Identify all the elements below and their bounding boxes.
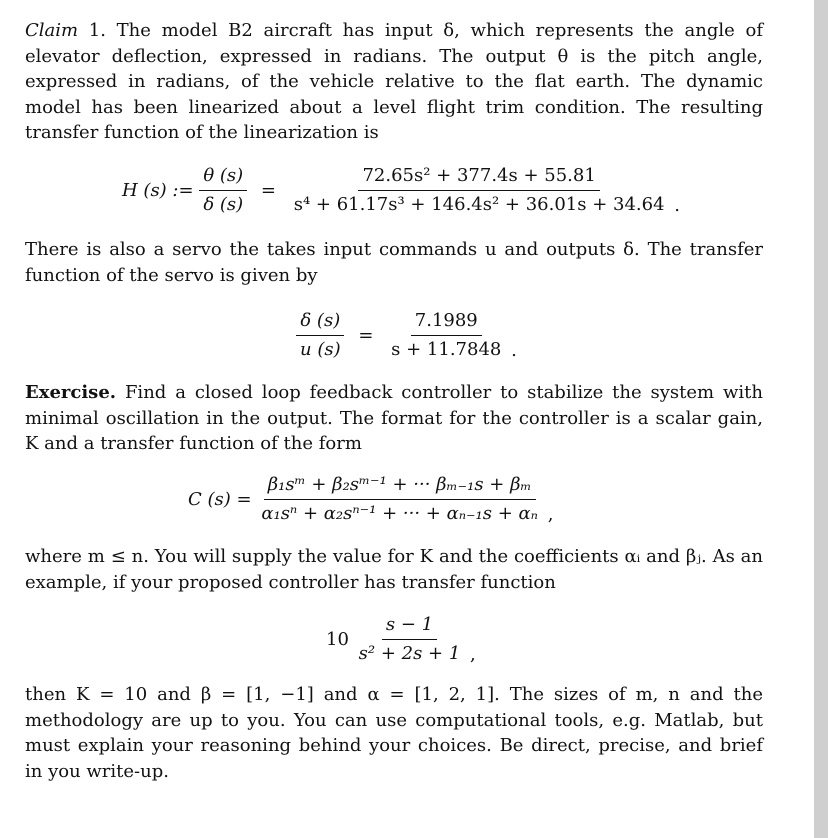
claim-text: The model B2 aircraft has input δ, which represents the angle of elevator deflection, expressed in radians. The output θ is the pitch angle, expressed in radians, of the vehicle relative to the flat earth. The dynamic model has been linearized about a level flight trim condition. The resulting transfer function of the linearization is (25, 20, 763, 143)
page-edge-scrollbar (814, 0, 828, 838)
equation-comma: , (470, 644, 476, 665)
fraction-denominator: δ (s) (203, 194, 244, 215)
example-denominator: s² + 2s + 1 (358, 643, 461, 664)
controller-numerator: β₁sᵐ + β₂sᵐ⁻¹ + ··· βₘ₋₁s + βₘ (264, 474, 536, 500)
transfer-function-equation (122, 165, 680, 216)
instructions-text: then K = 10 and β = [1, −1] and α = [1, 2, 1]. The sizes of m, n and the methodology are up to you. You can use computational tools, e.g. Matlab, but must explain your reasoning behind your choices. Be direct, precise, and brief in you write-up. (25, 684, 763, 782)
equals-sign: = (260, 180, 276, 201)
plant-denominator: s⁴ + 61.17s³ + 146.4s² + 36.01s + 34.64 (293, 194, 665, 215)
equation-lhs: H (s) := (122, 180, 194, 201)
servo-numerator: 7.1989 (411, 310, 482, 336)
example-fraction (355, 614, 465, 665)
controller-equation (188, 474, 553, 525)
fraction-numerator: δ (s) (296, 310, 344, 336)
plant-fraction (290, 165, 669, 216)
equation-period: . (674, 195, 681, 216)
example-gain: 10 (326, 629, 349, 650)
fraction-numerator: θ (s) (199, 165, 247, 191)
example-numerator: s − 1 (382, 614, 437, 640)
fraction-denominator: u (s) (300, 339, 341, 360)
exercise-paragraph (25, 380, 763, 457)
theta-over-delta-fraction (199, 165, 247, 216)
claim-label: Claim (25, 20, 79, 41)
servo-denominator: s + 11.7848 (391, 339, 502, 360)
coefficients-text: where m ≤ n. You will supply the value for K and the coefficients αᵢ and βⱼ. As an example, if your proposed controller has transfer function (25, 546, 763, 593)
example-equation (326, 614, 476, 665)
equation-lhs: C (s) = (188, 489, 252, 510)
claim-number: 1. (88, 20, 106, 41)
exercise-label: Exercise. (25, 382, 117, 403)
servo-paragraph (25, 237, 763, 288)
claim-paragraph (25, 18, 763, 146)
instructions-paragraph (25, 682, 763, 784)
equals-sign: = (358, 325, 374, 346)
equation-comma: , (547, 504, 554, 525)
exercise-text: Find a closed loop feedback controller to stabilize the system with minimal oscillation in the output. The format for the controller is a scalar gain, K and a transfer function of the form (25, 382, 763, 454)
servo-text: There is also a servo the takes input commands u and outputs δ. The transfer function of the servo is given by (25, 239, 763, 286)
coefficients-paragraph (25, 544, 763, 595)
equation-period: . (511, 340, 517, 361)
plant-numerator: 72.65s² + 377.4s + 55.81 (358, 165, 599, 191)
controller-fraction (257, 474, 542, 525)
servo-equation (296, 310, 517, 361)
servo-fraction (387, 310, 505, 361)
delta-over-u-fraction (296, 310, 345, 361)
controller-denominator: α₁sⁿ + α₂sⁿ⁻¹ + ··· + αₙ₋₁s + αₙ (261, 503, 538, 524)
